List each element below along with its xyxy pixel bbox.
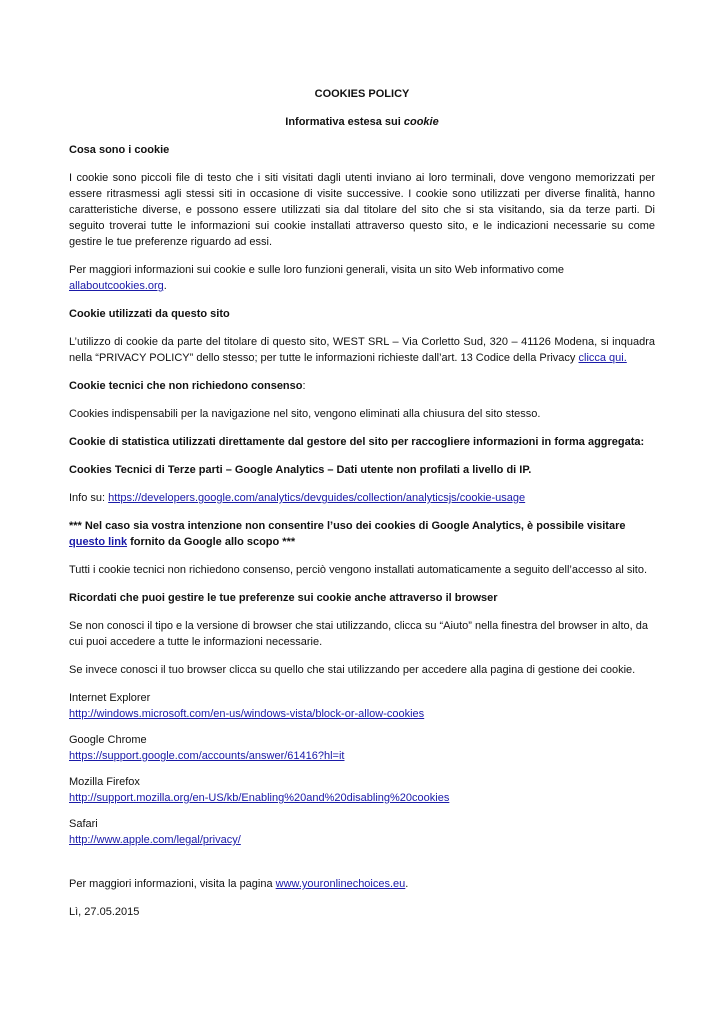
paragraph-optout: [69, 518, 655, 550]
technical-heading-end: :: [302, 380, 306, 392]
technical-heading-text: Cookie tecnici che non richiedono consenso: [69, 380, 303, 392]
analytics-cookie-usage-link[interactable]: https://developers.google.com/analytics/devguides/collection/analyticsjs/cookie-usage: [108, 492, 526, 504]
browser-item-chrome: [69, 732, 655, 764]
document-date: Lì, 27.05.2015: [69, 906, 140, 918]
footer-more-text: Per maggiori informazioni, visita la pagina: [69, 878, 276, 890]
browser-name: Google Chrome: [69, 734, 147, 746]
section-heading-used: Cookie utilizzati da questo sito: [69, 308, 230, 320]
paragraph-consent-note: Tutti i cookie tecnici non richiedono consenso, perciò vengono installati automaticamente a seguito dell’accesso al sito.: [69, 564, 648, 576]
paragraph-manage-1: Se non conosci il tipo e la versione di browser che stai utilizzando, clicca su “Aiuto” nella finestra del browser in alto, da cui puoi accedere a tutte le informazioni necessarie.: [69, 620, 649, 648]
allaboutcookies-link[interactable]: allaboutcookies.org: [69, 280, 164, 292]
browser-name: Safari: [69, 818, 98, 830]
info-label: Info su:: [69, 492, 109, 504]
browser-item-ie: [69, 690, 655, 722]
section-heading-technical: [69, 378, 655, 394]
optout-text: *** Nel caso sia vostra intenzione non consentire l’uso dei cookies di Google Analytics, è possibile visitare: [69, 520, 626, 532]
section-heading-manage: Ricordati che puoi gestire le tue preferenze sui cookie anche attraverso il browser: [69, 592, 498, 604]
browser-name: Internet Explorer: [69, 692, 151, 704]
privacy-policy-link[interactable]: clicca qui.: [578, 352, 627, 364]
browser-link-safari[interactable]: http://www.apple.com/legal/privacy/: [69, 834, 241, 846]
optout-end: fornito da Google allo scopo ***: [127, 536, 296, 548]
paragraph-technical: Cookies indispensabili per la navigazione nel sito, vengono eliminati alla chiusura del sito stesso.: [69, 408, 541, 420]
browser-item-firefox: [69, 774, 655, 806]
paragraph-manage-2: Se invece conosci il tuo browser clicca su quello che stai utilizzando per accedere alla pagina di gestione dei cookie.: [69, 664, 636, 676]
page-title: COOKIES POLICY: [314, 88, 410, 100]
optout-link[interactable]: questo link: [69, 536, 128, 548]
browser-link-ie[interactable]: http://windows.microsoft.com/en-us/windows-vista/block-or-allow-cookies: [69, 708, 425, 720]
page-subtitle: [69, 114, 655, 130]
more-info-end: .: [163, 280, 167, 292]
browser-name: Mozilla Firefox: [69, 776, 140, 788]
footer-more-end: .: [405, 878, 409, 890]
used-text: L’utilizzo di cookie da parte del titolare di questo sito, WEST SRL – Via Corletto Sud, 320 – 41126 Modena, si inquadra nella “PRIVACY POLICY” dello stesso; per tutte le informazioni richieste dall’art. 13 Codice della Privacy: [69, 336, 655, 364]
document-body: [69, 86, 655, 920]
browser-link-firefox[interactable]: http://support.mozilla.org/en-US/kb/Enabling%20and%20disabling%20cookies: [69, 792, 450, 804]
section-heading-third-party: Cookies Tecnici di Terze parti – Google Analytics – Dati utente non profilati a livello di IP.: [69, 464, 532, 476]
paragraph-what: I cookie sono piccoli file di testo che i siti visitati dagli utenti inviano ai loro terminali, dove vengono memorizzati per essere ritrasmessi agli stessi siti in occasione di visite successive. I cookie sono utilizzati per diverse finalità, hanno caratteristiche diverse, e possono essere utilizzati sia dal titolare del sito che si sta visitando, sia da terze parti. Di seguito troverai tutte le informazioni sui cookie installati attraverso questo sito, e le indicazioni necessarie su come gestire le tue preferenze riguardo ad essi.: [69, 172, 655, 248]
youronlinechoices-link[interactable]: www.youronlinechoices.eu: [275, 878, 406, 890]
paragraph-used: [69, 334, 655, 366]
section-heading-stats: Cookie di statistica utilizzati direttamente dal gestore del sito per raccogliere informazioni in forma aggregata:: [69, 436, 645, 448]
subtitle-italic: cookie: [403, 116, 439, 128]
subtitle-text: Informativa estesa sui: [285, 116, 404, 128]
paragraph-footer-more: [69, 876, 655, 892]
section-heading-what: Cosa sono i cookie: [69, 144, 170, 156]
more-info-text: Per maggiori informazioni sui cookie e sulle loro funzioni generali, visita un sito Web informativo come: [69, 264, 565, 276]
browser-link-chrome[interactable]: https://support.google.com/accounts/answer/61416?hl=it: [69, 750, 345, 762]
browser-item-safari: [69, 816, 655, 848]
paragraph-info-su: [69, 490, 655, 506]
paragraph-more-info: [69, 262, 655, 294]
